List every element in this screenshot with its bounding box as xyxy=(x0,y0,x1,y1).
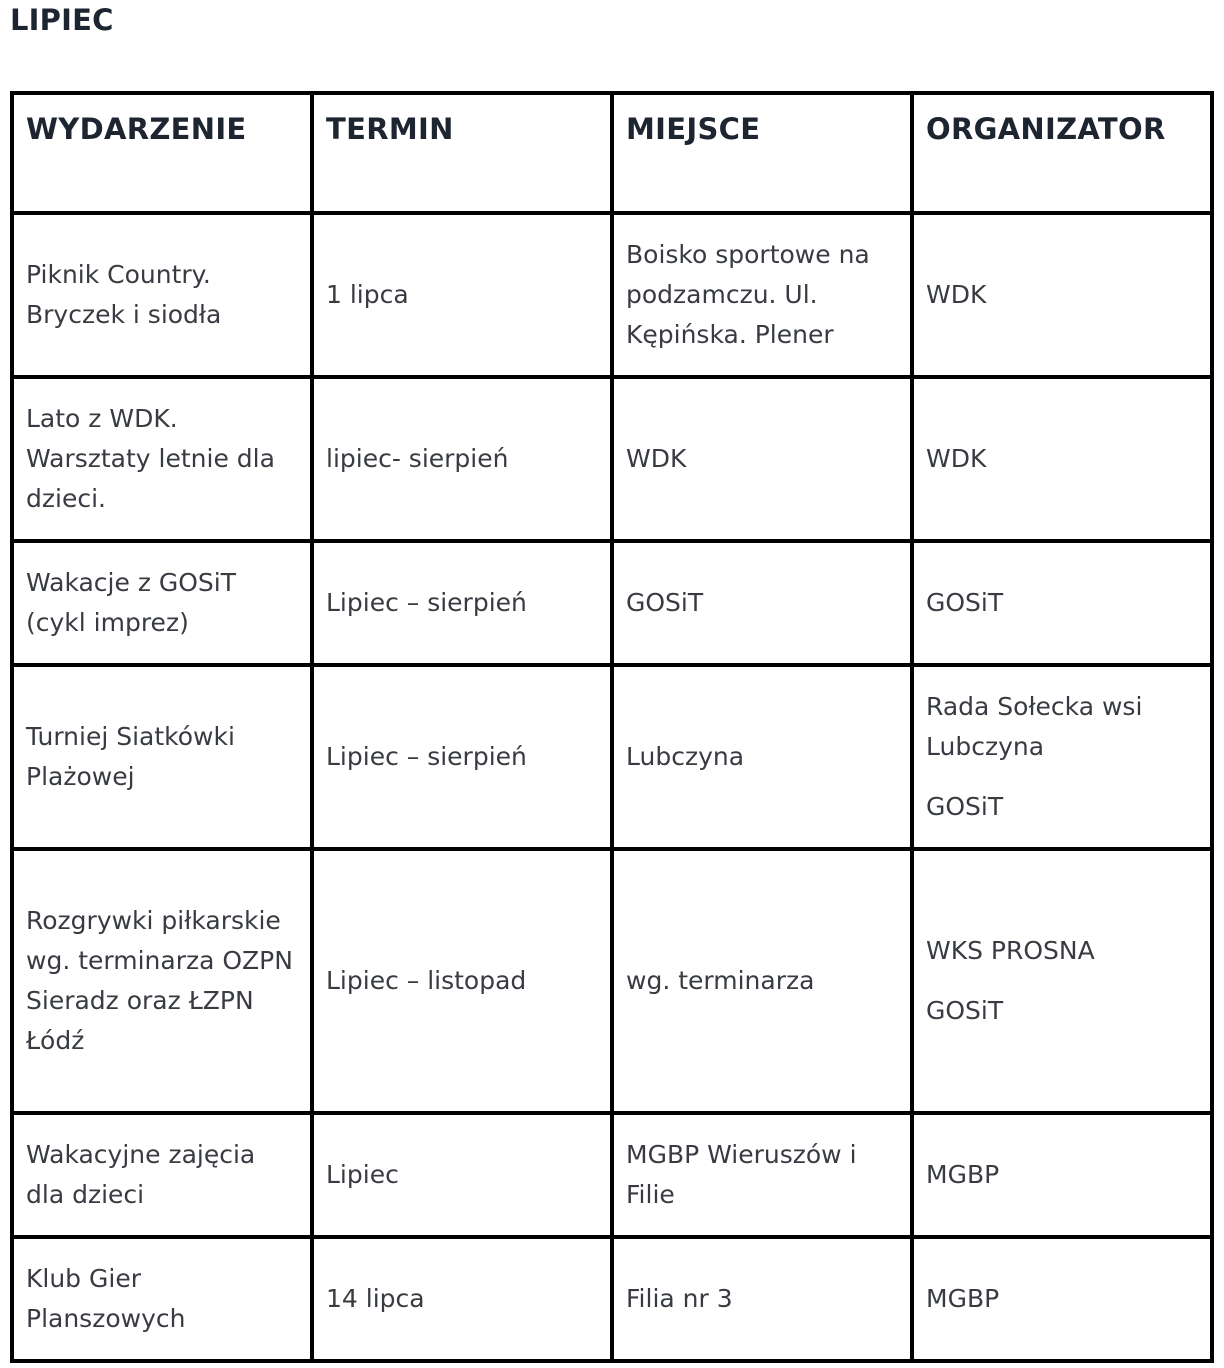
organizer-name: Rada Sołecka wsi Lubczyna xyxy=(926,692,1143,761)
organizer-name: GOSiT xyxy=(926,588,1004,617)
event-cell: Rozgrywki piłkarskie wg. terminarza OZPN Sieradz oraz ŁZPN Łódź xyxy=(12,849,312,1113)
table-row xyxy=(12,665,1212,849)
date-cell: Lipiec xyxy=(312,1113,612,1237)
organizer-cell xyxy=(912,849,1212,1113)
organizer-name: GOSiT xyxy=(926,996,1004,1025)
date-cell: lipiec- sierpień xyxy=(312,377,612,541)
event-cell: Lato z WDK. Warsztaty letnie dla dzieci. xyxy=(12,377,312,541)
organizer-name: WKS PROSNA xyxy=(926,936,1095,965)
organizer-name: GOSiT xyxy=(926,792,1004,821)
place-cell: wg. terminarza xyxy=(612,849,912,1113)
table-row xyxy=(12,541,1212,665)
organizer-cell xyxy=(912,665,1212,849)
organizer-name: WDK xyxy=(926,280,987,309)
table-body xyxy=(12,213,1212,1361)
place-cell: Lubczyna xyxy=(612,665,912,849)
event-cell: Klub Gier Planszowych xyxy=(12,1237,312,1361)
place-cell: Boisko sportowe na podzamczu. Ul. Kępińska. Plener xyxy=(612,213,912,377)
event-cell: Wakacje z GOSiT (cykl imprez) xyxy=(12,541,312,665)
date-cell: Lipiec – sierpień xyxy=(312,541,612,665)
header-event: WYDARZENIE xyxy=(12,93,312,213)
event-cell: Turniej Siatkówki Plażowej xyxy=(12,665,312,849)
organizer-cell xyxy=(912,377,1212,541)
organizer-name: MGBP xyxy=(926,1284,1000,1313)
place-cell: MGBP Wieruszów i Filie xyxy=(612,1113,912,1237)
header-place: MIEJSCE xyxy=(612,93,912,213)
organizer-cell xyxy=(912,1113,1212,1237)
organizer-name: MGBP xyxy=(926,1160,1000,1189)
table-row xyxy=(12,1237,1212,1361)
organizer-cell xyxy=(912,541,1212,665)
event-cell: Piknik Country. Bryczek i siodła xyxy=(12,213,312,377)
table-header xyxy=(12,93,1212,213)
header-row xyxy=(12,93,1212,213)
header-organizer: ORGANIZATOR xyxy=(912,93,1212,213)
date-cell: 14 lipca xyxy=(312,1237,612,1361)
organizer-cell xyxy=(912,213,1212,377)
table-row xyxy=(12,849,1212,1113)
page-title: LIPIEC xyxy=(10,3,114,37)
place-cell: GOSiT xyxy=(612,541,912,665)
organizer-name: WDK xyxy=(926,444,987,473)
events-table xyxy=(10,91,1214,1363)
event-cell: Wakacyjne zajęcia dla dzieci xyxy=(12,1113,312,1237)
cut-off-text-fragment xyxy=(150,1361,162,1365)
date-cell: 1 lipca xyxy=(312,213,612,377)
table-row xyxy=(12,1113,1212,1237)
date-cell: Lipiec – listopad xyxy=(312,849,612,1113)
organizer-cell xyxy=(912,1237,1212,1361)
table-row xyxy=(12,213,1212,377)
table-row xyxy=(12,377,1212,541)
date-cell: Lipiec – sierpień xyxy=(312,665,612,849)
header-date: TERMIN xyxy=(312,93,612,213)
place-cell: Filia nr 3 xyxy=(612,1237,912,1361)
place-cell: WDK xyxy=(612,377,912,541)
